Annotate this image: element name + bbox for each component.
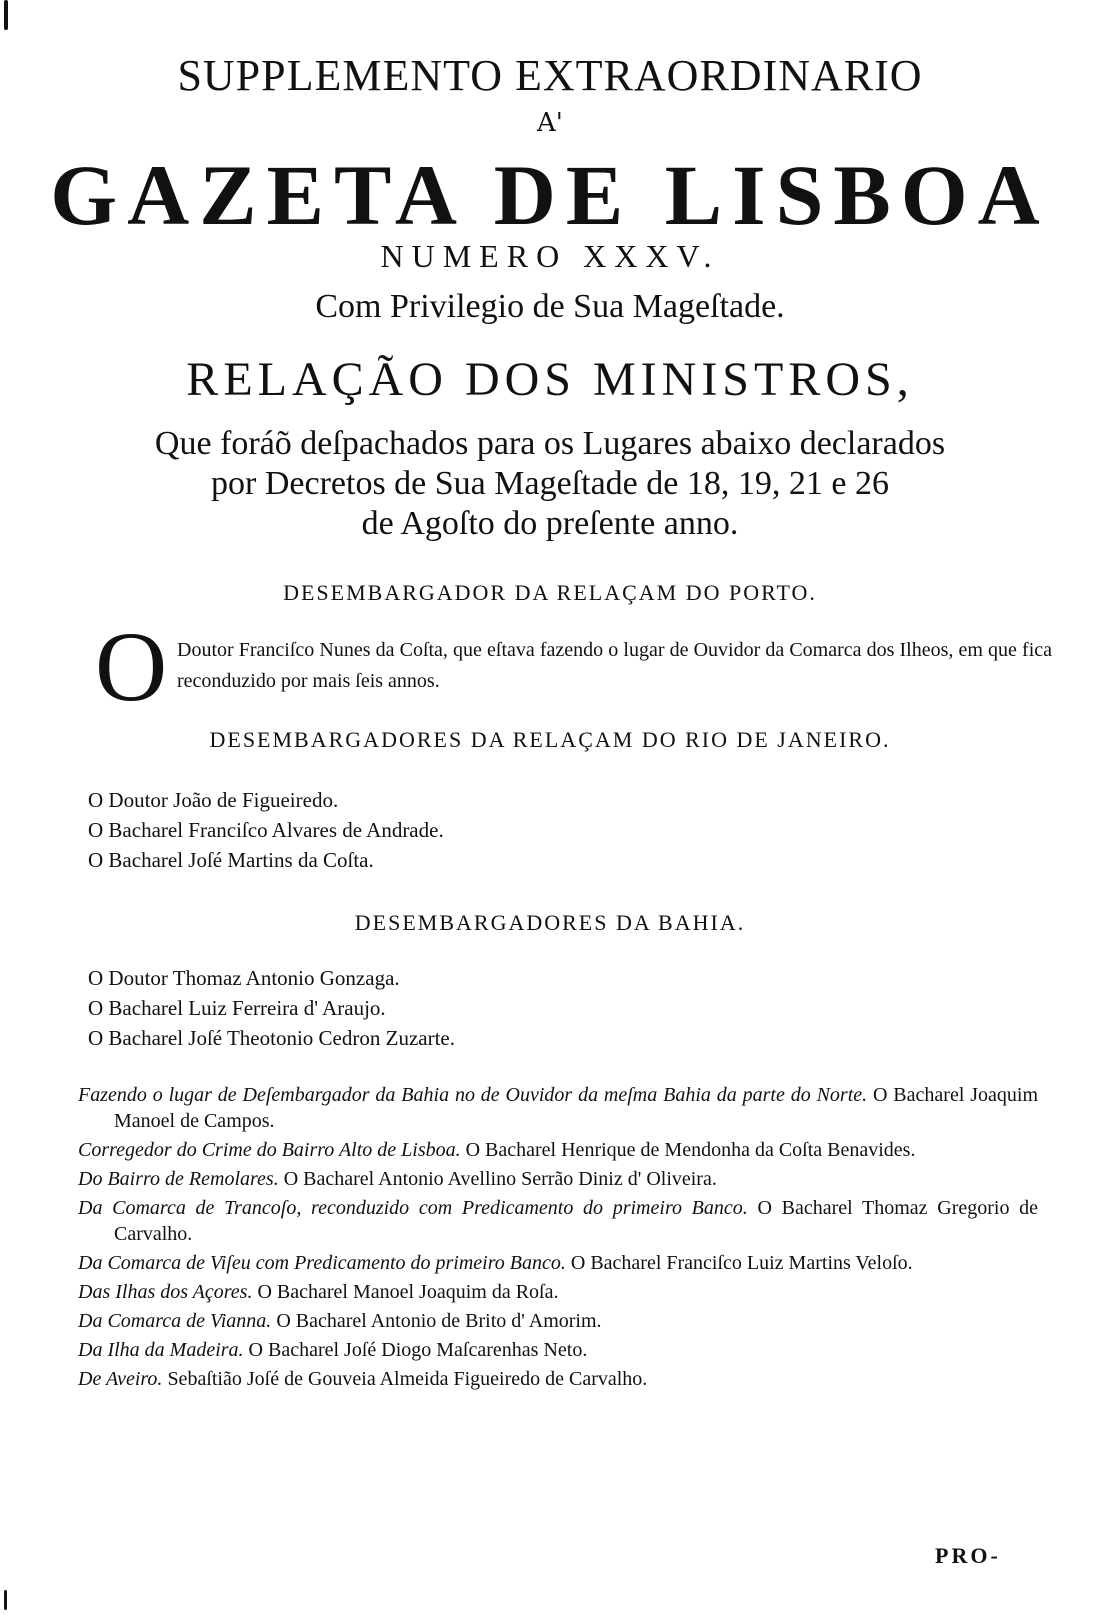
appointment-person: O Bacharel Franciſco Luiz Martins Veloſo. bbox=[570, 1252, 913, 1274]
list-item: O Doutor João de Figueiredo. bbox=[88, 788, 339, 812]
appointment-place: Da Comarca de Vianna. bbox=[78, 1310, 272, 1332]
appointment-place: Fazendo o lugar de Deſembargador da Bahia no de Ouvidor da meſma Bahia da parte do Norte. bbox=[78, 1084, 868, 1106]
appointment-item bbox=[78, 1166, 1038, 1192]
appointment-place: Do Bairro de Remolares. bbox=[78, 1168, 279, 1190]
section-heading-rio: DESEMBARGADORES DA RELAÇAM DO RIO DE JANEIRO. bbox=[209, 727, 891, 752]
porto-entry bbox=[95, 611, 1055, 722]
list-item: O Bacharel Joſé Martins da Coſta. bbox=[88, 848, 374, 872]
subtitle-line-2: por Decretos de Sua Mageſtade de 18, 19, 21 e 26 bbox=[211, 465, 889, 502]
appointment-item bbox=[78, 1308, 1038, 1334]
gazette-title: GAZETA DE LISBOA bbox=[50, 147, 1050, 243]
appointment-person: O Bacharel Joſé Diogo Maſcarenhas Neto. bbox=[248, 1339, 588, 1361]
appointment-person: O Bacharel Joaquim Manoel de Campos. bbox=[114, 1084, 1039, 1132]
a-line: A' bbox=[537, 108, 563, 138]
section-heading-porto: DESEMBARGADOR DA RELAÇAM DO PORTO. bbox=[283, 580, 817, 605]
privilege-line: Com Privilegio de Sua Mageſtade. bbox=[315, 288, 785, 325]
drop-cap: O bbox=[95, 611, 168, 722]
page-edge-mark-bottom bbox=[4, 1590, 7, 1610]
subtitle-line-3: de Agoſto do preſente anno. bbox=[361, 505, 739, 542]
appointment-place: Das Ilhas dos Açores. bbox=[78, 1281, 253, 1303]
appointment-place: Corregedor do Crime do Bairro Alto de Lisboa. bbox=[78, 1139, 461, 1161]
bahia-names-list bbox=[88, 963, 988, 1053]
rio-names-list bbox=[88, 785, 988, 875]
catchword: PRO- bbox=[935, 1543, 1001, 1568]
list-item: O Bacharel Luiz Ferreira d' Araujo. bbox=[88, 996, 386, 1020]
supplement-title: SUPPLEMENTO EXTRAORDINARIO bbox=[177, 51, 923, 100]
appointments-list bbox=[78, 1082, 1038, 1395]
appointment-person: Sebaſtião Joſé de Gouveia Almeida Figueiredo de Carvalho. bbox=[167, 1368, 648, 1390]
appointment-place: Da Comarca de Trancoſo, reconduzido com Predicamento do primeiro Banco. bbox=[78, 1197, 748, 1219]
appointment-item bbox=[78, 1082, 1038, 1134]
appointment-person: O Bacharel Thomaz Gregorio de Carvalho. bbox=[114, 1197, 1039, 1245]
relation-subtitle bbox=[0, 424, 1100, 544]
appointment-item bbox=[78, 1250, 1038, 1276]
porto-entry-text: Doutor Franciſco Nunes da Coſta, que eſtava fazendo o lugar de Ouvidor da Comarca dos Ilheos, em que fica reconduzido por mais ſeis annos. bbox=[177, 639, 1052, 692]
appointment-item bbox=[78, 1137, 1038, 1163]
list-item: O Doutor Thomaz Antonio Gonzaga. bbox=[88, 966, 400, 990]
appointment-place: Da Comarca de Viſeu com Predicamento do primeiro Banco. bbox=[78, 1252, 566, 1274]
subtitle-line-1: Que foráõ deſpachados para os Lugares abaixo declarados bbox=[154, 425, 946, 462]
appointment-person: O Bacharel Antonio Avellino Serrão Diniz d' Oliveira. bbox=[283, 1168, 717, 1190]
issue-number: NUMERO XXXV. bbox=[380, 238, 720, 274]
appointment-person: O Bacharel Manoel Joaquim da Roſa. bbox=[257, 1281, 559, 1303]
list-item: O Bacharel Franciſco Alvares de Andrade. bbox=[88, 818, 444, 842]
appointment-item bbox=[78, 1279, 1038, 1305]
appointment-place: Da Ilha da Madeira. bbox=[78, 1339, 244, 1361]
appointment-person: O Bacharel Antonio de Brito d' Amorim. bbox=[276, 1310, 602, 1332]
appointment-place: De Aveiro. bbox=[78, 1368, 163, 1390]
appointment-item bbox=[78, 1366, 1038, 1392]
relation-title: RELAÇÃO DOS MINISTROS, bbox=[186, 353, 914, 406]
section-heading-bahia: DESEMBARGADORES DA BAHIA. bbox=[354, 910, 746, 935]
page-edge-mark bbox=[4, 0, 8, 30]
list-item: O Bacharel Joſé Theotonio Cedron Zuzarte. bbox=[88, 1026, 455, 1050]
appointment-person: O Bacharel Henrique de Mendonha da Coſta Benavides. bbox=[465, 1139, 916, 1161]
appointment-item bbox=[78, 1337, 1038, 1363]
appointment-item bbox=[78, 1195, 1038, 1247]
